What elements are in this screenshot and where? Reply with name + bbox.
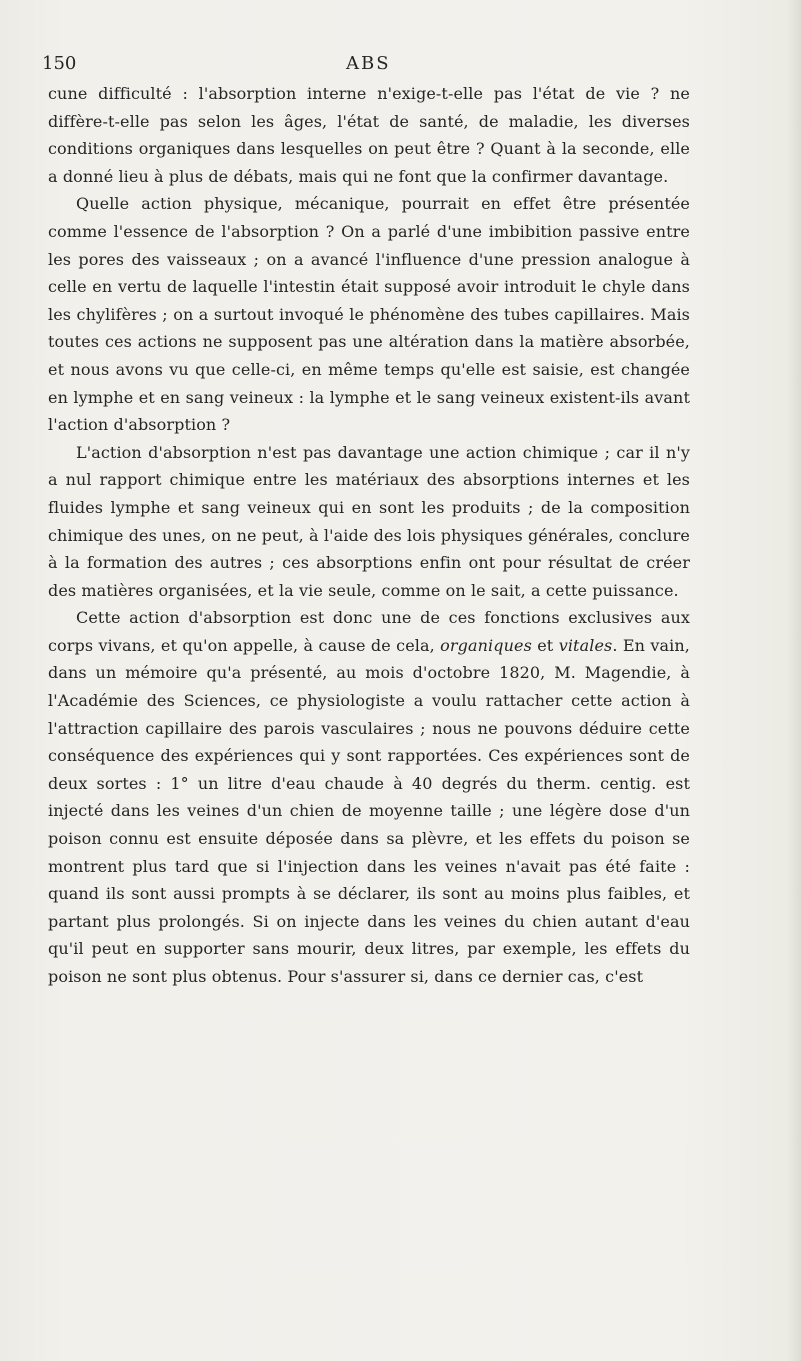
text-run: Cette action d'absorption est donc une de ces fonctions exclusives aux corps vivans, et qu'on appelle, à cause de cela, bbox=[48, 608, 690, 655]
page-number: 150 bbox=[42, 53, 77, 74]
italic-term: organiques bbox=[440, 635, 532, 655]
text-run: Quelle action physique, mécanique, pourrait en effet être présentée comme l'essence de l'absorption ? On a parlé d'une imbibition passive entre les pores des vaisseaux ; on a avancé l'influence d'une pression analogue à celle en vertu de laquelle l'intestin était supposé avoir introduit le chyle dans les chylifères ; on a surtout invoqué le phénomène des tubes capillaires. Mais toutes ces actions ne supposent pas une altération dans la matière absorbée, et nous avons vu que celle-ci, en même temps qu'elle est saisie, est changée en lymphe et en sang veineux : la lymphe et le sang veineux existent-ils avant l'action d'absorption ? bbox=[48, 194, 690, 435]
text-run: . En vain, dans un mémoire qu'a présenté, au mois d'octobre 1820, M. Magendie, à l'Académie des Sciences, ce physiologiste a voulu rattacher cette action à l'attraction capillaire des parois vasculaires ; nous ne pouvons déduire cette conséquence des expériences qui y sont rapportées. Ces expériences sont de deux sortes : 1° un litre d'eau chaude à 40 degrés du therm. centig. est injecté dans les veines d'un chien de moyenne taille ; une légère dose d'un poison connu est ensuite déposée dans sa plèvre, et les effets du poison se montrent plus tard que si l'injection dans les veines n'avait pas été faite : quand ils sont aussi prompts à se déclarer, ils sont au moins plus faibles, et partant plus prolongés. Si on injecte dans les veines du chien autant d'eau qu'il peut en supporter sans mourir, deux litres, par exemple, les effets du poison ne sont plus obtenus. Pour s'assurer si, dans ce dernier cas, c'est bbox=[48, 635, 690, 986]
paragraph-2 bbox=[48, 190, 690, 438]
italic-term: vitales bbox=[558, 635, 613, 655]
text-run: cune difficulté : l'absorption interne n'exige-t-elle pas l'état de vie ? ne diffère-t-elle pas selon les âges, l'état de santé, de maladie, les diverses conditions organiques dans lesquelles on peut être ? Quant à la seconde, elle a donné lieu à plus de débats, mais qui ne font que la confirmer davantage. bbox=[48, 84, 690, 186]
body-text bbox=[48, 80, 690, 991]
running-head: ABS bbox=[346, 53, 391, 74]
text-run: et bbox=[531, 635, 559, 655]
page-header bbox=[42, 52, 642, 76]
page-edge-shadow bbox=[787, 0, 801, 1361]
text-run: L'action d'absorption n'est pas davantage une action chimique ; car il n'y a nul rapport chimique entre les matériaux des absorptions internes et les fluides lymphe et sang veineux qui en sont les produits ; de la composition chimique des unes, on ne peut, à l'aide des lois physiques générales, conclure à la formation des autres ; ces absorptions enfin ont pour résultat de créer des matières organisées, et la vie seule, comme on le sait, a cette puissance. bbox=[48, 442, 690, 600]
paragraph-1 bbox=[48, 80, 690, 190]
paragraph-3 bbox=[48, 439, 690, 605]
paragraph-4 bbox=[48, 604, 690, 990]
